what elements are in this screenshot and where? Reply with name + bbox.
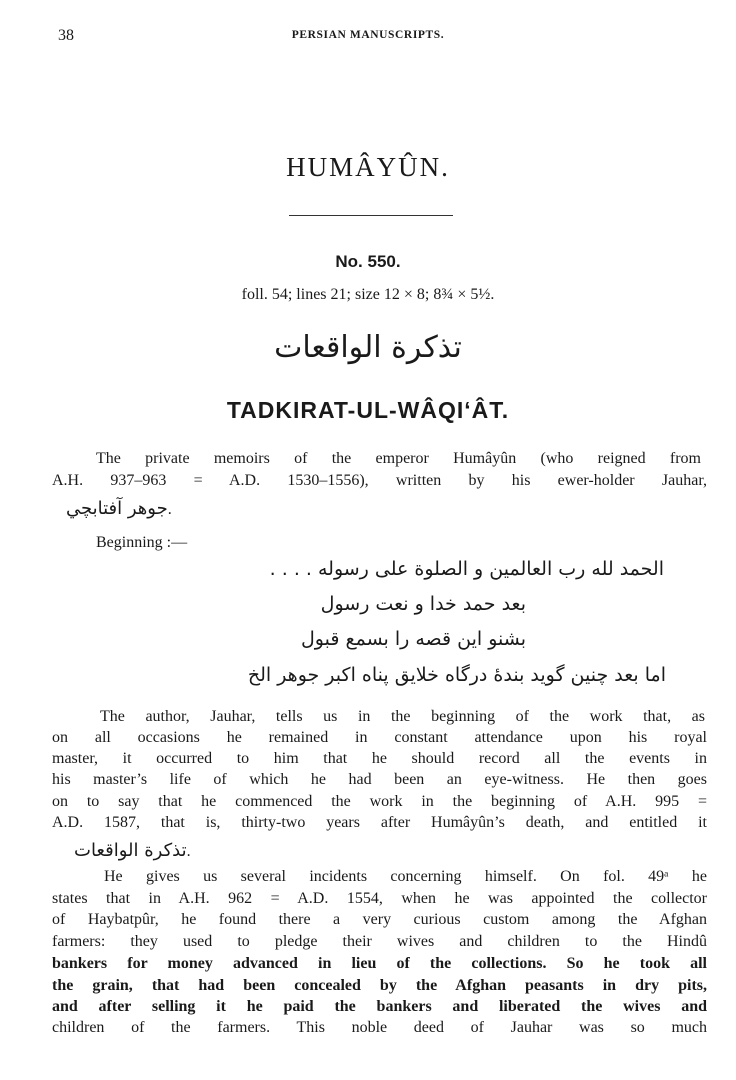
paragraph1-line-3: master, it occurred to him that he should record all the events in: [52, 750, 707, 767]
intro-author-line: [66, 498, 172, 519]
section-title: HUMÂYÛN.: [286, 152, 450, 182]
paragraph2-line-7: and after selling it he paid the bankers and liberated the wives and: [52, 998, 707, 1015]
running-head: PERSIAN MANUSCRIPTS.: [291, 29, 445, 41]
entry-number: No. 550.: [335, 252, 401, 271]
paragraph1-persian-title: تذکرة الواقعات: [74, 840, 187, 861]
author-persian-name: جوهر آفتابچي: [66, 498, 168, 519]
beginning-line-4: اما بعد چنین گوید بندهٔ درگاه خلایق پناه اکبر جوهر الخ: [247, 664, 666, 686]
beginning-line-1: الحمد لله رب العالمين و الصلوة علی رسوله . . . .: [269, 558, 664, 580]
paragraph1-end-suffix: .: [186, 843, 191, 860]
paragraph2-line-1: He gives us several incidents concerning himself. On fol. 49ᵃ he: [104, 868, 707, 885]
transliterated-title: TADKIRAT-UL-WÂQI‘ÂT.: [226, 397, 510, 423]
paragraph2-line-5: bankers for money advanced in lieu of the collections. So he took all: [52, 955, 707, 972]
page-number: 38: [58, 27, 74, 44]
paragraph2-line-6: the grain, that had been concealed by the Afghan peasants in dry pits,: [52, 977, 707, 994]
paragraph2-line-3: of Haybatpûr, he found there a very curious custom among the Afghan: [52, 911, 707, 928]
paragraph1-line-4: his master’s life of which he had been an eye-witness. He then goes: [52, 771, 707, 788]
beginning-line-2: بعد حمد خدا و نعت رسول: [320, 593, 526, 615]
intro-line-2: A.H. 937–963 = A.D. 1530–1556), written by his ewer-holder Jauhar,: [52, 472, 707, 489]
author-suffix: .: [167, 501, 172, 518]
paragraph1-end: [74, 840, 191, 861]
paragraph1-line-6: A.D. 1587, that is, thirty-two years after Humâyûn’s death, and entitled it: [52, 814, 707, 831]
paragraph1-line-2: on all occasions he remained in constant attendance upon his royal: [52, 729, 707, 746]
beginning-label: Beginning :—: [96, 534, 188, 551]
paragraph2-line-2: states that in A.H. 962 = A.D. 1554, when he was appointed the collector: [52, 890, 707, 907]
paragraph1-line-1: The author, Jauhar, tells us in the beginning of the work that, as: [100, 708, 705, 725]
persian-title: تذکرة الواقعات: [274, 330, 462, 365]
entry-details: foll. 54; lines 21; size 12 × 8; 8¾ × 5½.: [241, 286, 495, 303]
beginning-line-3: بشنو این قصه را بسمع قبول: [301, 628, 526, 650]
paragraph1-line-5: on to say that he commenced the work in the beginning of A.H. 995 =: [52, 793, 707, 810]
intro-line-1: The private memoirs of the emperor Humâyûn (who reigned from: [96, 450, 701, 467]
paragraph2-line-8: children of the farmers. This noble deed of Jauhar was so much: [52, 1019, 707, 1036]
title-divider: [289, 215, 453, 216]
paragraph2-line-4: farmers: they used to pledge their wives and children to the Hindû: [52, 933, 707, 950]
